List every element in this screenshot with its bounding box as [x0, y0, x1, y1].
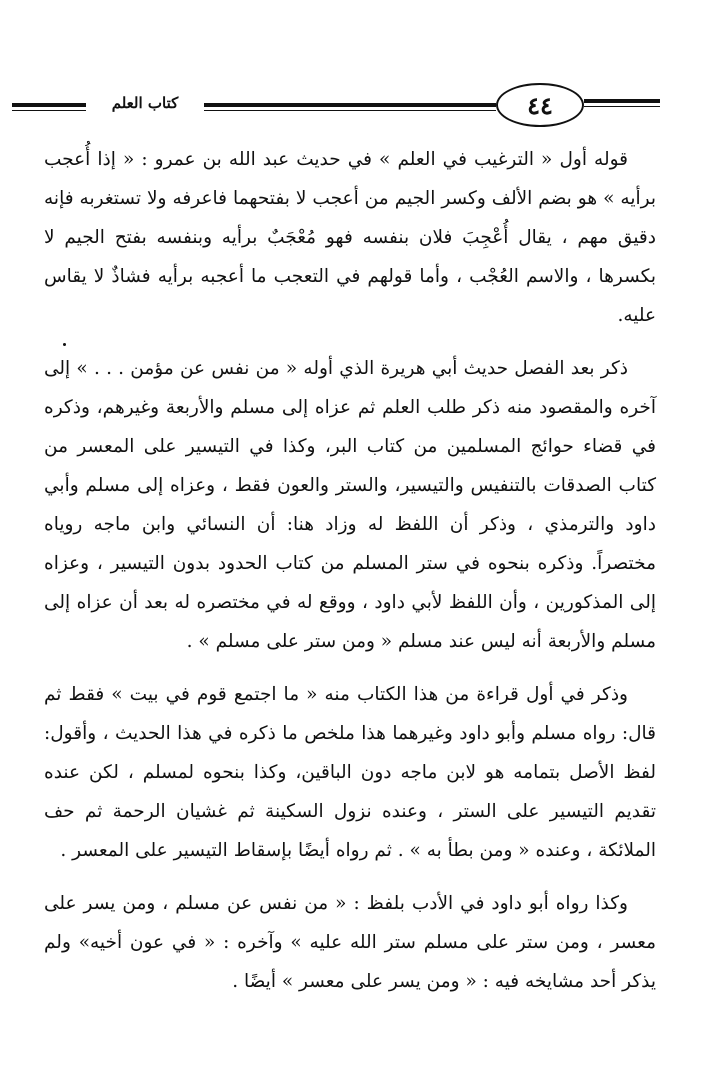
page-header [0, 0, 703, 140]
page-body [44, 140, 656, 1001]
header-rule-middle-thick [204, 103, 496, 107]
page-number-badge [496, 83, 584, 127]
header-rule-left-thick [12, 103, 86, 107]
paragraph-1: قوله أول « الترغيب في العلم » في حديث عبد الله بن عمرو : « إذا أُعجب برأيه » هو بضم الألف وكسر الجيم من أعجب لا بفتحهما فاعرفه ولا تستغربه فإنه دقيق مهم ، يقال أُعْجِبَ فلان بنفسه فهو مُعْجَبٌ برأيه وبنفسه بفتح الجيم لا بكسرها ، والاسم العُجْب ، وأما قولهم في التعجب ما أعجبه برأيه فشاذٌ لا يقاس عليه. [44, 149, 656, 326]
paragraph-3: وذكر في أول قراءة من هذا الكتاب منه « ما اجتمع قوم في بيت » فقط ثم قال: رواه مسلم وأبو داود وغيرهما هذا ملخص ما ذكره في هذا الحديث ، وأقول: لفظ الأصل بتمامه هو لابن ماجه دون الباقين، وكذا بنحوه لمسلم ، لكن عنده تقديم التيسير على الستر ، وعنده نزول السكينة ثم غشيان الرحمة ثم حف الملائكة ، وعنده « ومن بطأ به » . ثم رواه أيضًا بإسقاط التيسير على المعسر . [44, 684, 656, 861]
paragraph-2: ذكر بعد الفصل حديث أبي هريرة الذي أوله « من نفس عن مؤمن . . . » إلى آخره والمقصود منه ذكر طلب العلم ثم عزاه إلى مسلم والأربعة وغيرهم، وذكره في قضاء حوائج المسلمين من كتاب البر، وكذا في التيسير على المعسر من كتاب الصدقات بالتنفيس والتيسير، والستر والعون فقط ، وعزاه إلى مسلم وأبي داود والترمذي ، وذكر أن اللفظ له وزاد هنا: أن النسائي وابن ماجه روياه مختصراً. وذكره بنحوه في ستر المسلم من كتاب الحدود بدون التيسير ، وعزاه إلى المذكورين ، وأن اللفظ لأبي داود ، ووقع له في مختصره له بعد أن عزاه إلى مسلم والأربعة أنه ليس عند مسلم « ومن ستر على مسلم » . [44, 358, 656, 652]
header-rule-right-thick [584, 99, 660, 103]
header-rule-middle-thin [204, 110, 496, 111]
header-rule-right-thin [584, 106, 660, 107]
paragraph-4: وكذا رواه أبو داود في الأدب بلفظ : « من نفس عن مسلم ، ومن يسر على معسر ، ومن ستر على مسلم ستر الله عليه » وآخره : « في عون أخيه» ولم يذكر أحد مشايخه فيه : « ومن يسر على معسر » أيضًا . [44, 893, 656, 992]
page-number: ٤٤ [527, 90, 553, 120]
header-rule-left-thin [12, 110, 86, 111]
running-title: كتاب العلم [111, 94, 179, 112]
